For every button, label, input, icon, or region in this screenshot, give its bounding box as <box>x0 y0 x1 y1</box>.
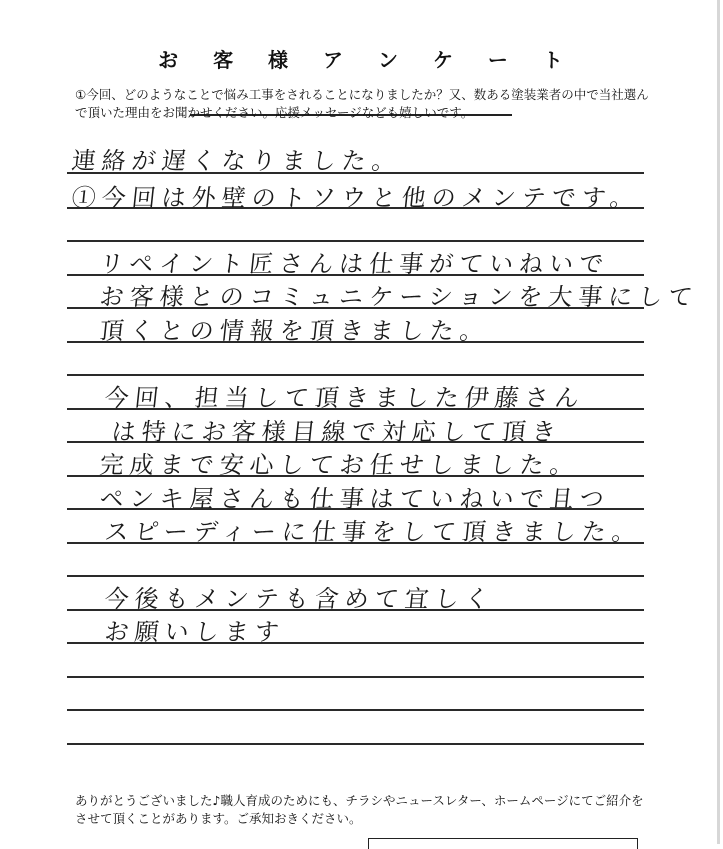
handwritten-line: 今回、担当して頂きました伊藤さん <box>103 384 587 412</box>
ruled-line <box>67 676 644 678</box>
ruled-line <box>67 374 644 376</box>
handwritten-line: 連絡が遅くなりました。 <box>70 147 404 175</box>
handwritten-line: ①今回は外壁のトソウと他のメンテです。 <box>70 184 642 212</box>
footer-note: ありがとうございました♪職人育成のためにも、チラシやニュースレター、ホームページにてご紹介をさせて頂くことがあります。ご承知おきください。 <box>75 793 644 826</box>
handwritten-line: スピーディーに仕事をして頂きました。 <box>103 518 644 546</box>
survey-title: お 客 様 ア ン ケ ー ト <box>158 48 577 72</box>
question-text: ①今回、どのようなことで悩み工事をされることになりましたか？又、数ある塗装業者の中で当社選んで頂いた理由をお聞かせください。応援メッセージなども嬉しいです。 <box>75 87 649 120</box>
ruled-line <box>67 240 644 242</box>
ruled-line <box>67 709 644 711</box>
handwritten-line: お客様とのコミュニケーションを大事にして <box>98 283 700 311</box>
handwritten-line: 今後もメンテも含めて宜しく <box>103 585 497 613</box>
handwritten-line: リペイント匠さんは仕事がていねいで <box>98 250 611 278</box>
ruled-line <box>67 575 644 577</box>
ruled-line <box>67 743 644 745</box>
handwritten-line: は特にお客様目線で対応して頂き <box>110 418 564 446</box>
handwritten-line: お願いします <box>103 618 287 646</box>
handwritten-line: ペンキ屋さんも仕事はていねいで且つ <box>98 485 612 513</box>
handwritten-line: 完成まで安心してお任せしました。 <box>98 451 582 479</box>
handwritten-line: 頂くとの情報を頂きました。 <box>98 317 492 345</box>
